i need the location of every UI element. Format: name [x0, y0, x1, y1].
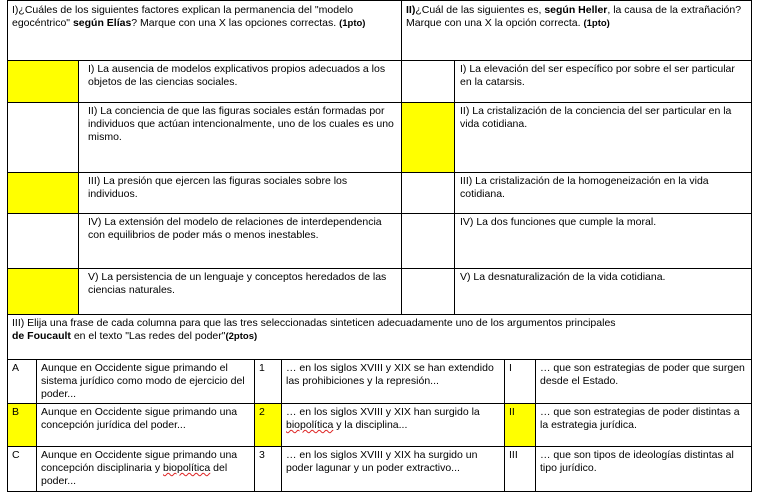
q2-option-3: III) La cristalización de la homogeneización en la vida cotidiana. — [460, 175, 709, 200]
q1-option-5: V) La persistencia de un lenguaje y conceptos heredados de las ciencias naturales. — [88, 271, 387, 296]
q3-roman-III: III — [509, 449, 518, 461]
q2-points: (1pto) — [583, 18, 610, 29]
q3-phrase-I: … que son estrategias de poder que surgen desde el Estado. — [540, 362, 745, 387]
q2-intro: ¿Cuál de las siguientes es, — [415, 4, 542, 16]
q2-option-2: II) La cristalización de la conciencia del ser particular en la vida cotidiana. — [460, 105, 732, 130]
q1-option-2: II) La conciencia de que las figuras sociales están formadas por individuos que actúan intencionalmente, uno de los cuales es uno mismo. — [88, 105, 394, 143]
q1-points: (1pto) — [339, 18, 366, 29]
q1-option-1: I) La ausencia de modelos explicativos propios adecuados a los objetos de las ciencias sociales. — [88, 63, 386, 88]
rule — [454, 60, 455, 315]
q2-mark-2[interactable] — [401, 102, 454, 172]
q1-question — [8, 2, 400, 58]
q3-phrase-III: … que son tipos de ideologías distintas al tipo jurídico. — [540, 449, 734, 474]
q3-phrase-2 — [282, 404, 504, 446]
q3-phrase-B: Aunque en Occidente sigue primando una concepción jurídica del poder... — [41, 406, 238, 431]
q2-number: II) — [406, 4, 416, 16]
q3-roman-I: I — [509, 362, 512, 374]
q3-phrase-II: … que son estrategias de poder distintas a la estrategia jurídica. — [540, 406, 740, 431]
q3-number-3: 3 — [259, 449, 265, 461]
q3-phrase-1: … en los siglos XVIII y XIX se han extendido las prohibiciones y la represión... — [286, 362, 494, 387]
q2-option-4: IV) La dos funciones que cumple la moral. — [460, 216, 657, 228]
q3-phrase-2-b: biopolítica — [286, 419, 334, 431]
q2-author: según Heller — [544, 4, 608, 16]
q3-points: (2ptos) — [225, 331, 258, 342]
q3-phrase-C-c: del poder... — [41, 462, 228, 487]
q1-mark-5[interactable] — [7, 269, 78, 314]
q3-number-1: 1 — [259, 362, 265, 374]
rule — [7, 491, 752, 492]
q3-phrase-C-a: Aunque en Occidente sigue primando una concepción disciplinaria y — [41, 449, 238, 474]
q2-question — [402, 2, 751, 58]
q1-number: I) — [12, 4, 19, 16]
q3-letter-B: B — [12, 406, 20, 418]
rule — [751, 0, 752, 492]
q1-rest: ? Marque con una X las opciones correctas. — [131, 17, 337, 29]
q3-author: de Foucault — [12, 330, 71, 342]
q3-letter-A: A — [12, 362, 20, 374]
q1-mark-1[interactable] — [7, 61, 78, 102]
q2-rest: , la causa de la extrañación? Marque con una X la opción correcta. — [406, 4, 742, 29]
q1-mark-3[interactable] — [7, 172, 78, 213]
q3-roman-II: II — [509, 406, 515, 418]
q1-author: según Elías — [72, 17, 132, 29]
q1-option-4: IV) La extensión del modelo de relaciones de interdependencia con equilibrios de poder más o menos inestables. — [88, 216, 382, 241]
q3-rest: en el texto "Las redes del poder" — [70, 330, 226, 342]
q3-phrase-2-c: y la disciplina... — [333, 419, 408, 431]
q3-phrase-2-a: … en los siglos XVIII y XIX han surgido la — [286, 406, 480, 418]
q2-option-5: V) La desnaturalización de la vida cotidiana. — [460, 271, 666, 283]
q3-question — [8, 315, 751, 358]
q3-number-2: 2 — [259, 406, 265, 418]
rule — [78, 60, 79, 315]
q3-phrase-C — [37, 447, 254, 491]
q2-option-1: I) La elevación del ser específico por sobre el ser particular en la catarsis. — [460, 63, 735, 88]
q3-intro: III) Elija una frase de cada columna para que las tres seleccionadas sinteticen adecuadamente uno de los argumentos principales — [12, 317, 616, 329]
q3-phrase-3: … en los siglos XVIII y XIX ha surgido un poder lagunar y un poder extractivo... — [286, 449, 478, 474]
q1-intro: ¿Cuáles de los siguientes factores explican la permanencia del "modelo egocéntrico" — [12, 4, 354, 29]
q1-option-3: III) La presión que ejercen las figuras sociales sobre los individuos. — [88, 175, 348, 200]
q3-letter-C: C — [12, 449, 20, 461]
rule — [7, 0, 752, 1]
q3-phrase-A: Aunque en Occidente sigue primando el sistema jurídico como modo de ejercicio del poder... — [41, 362, 245, 400]
q3-phrase-C-b: biopolítica — [162, 462, 211, 474]
